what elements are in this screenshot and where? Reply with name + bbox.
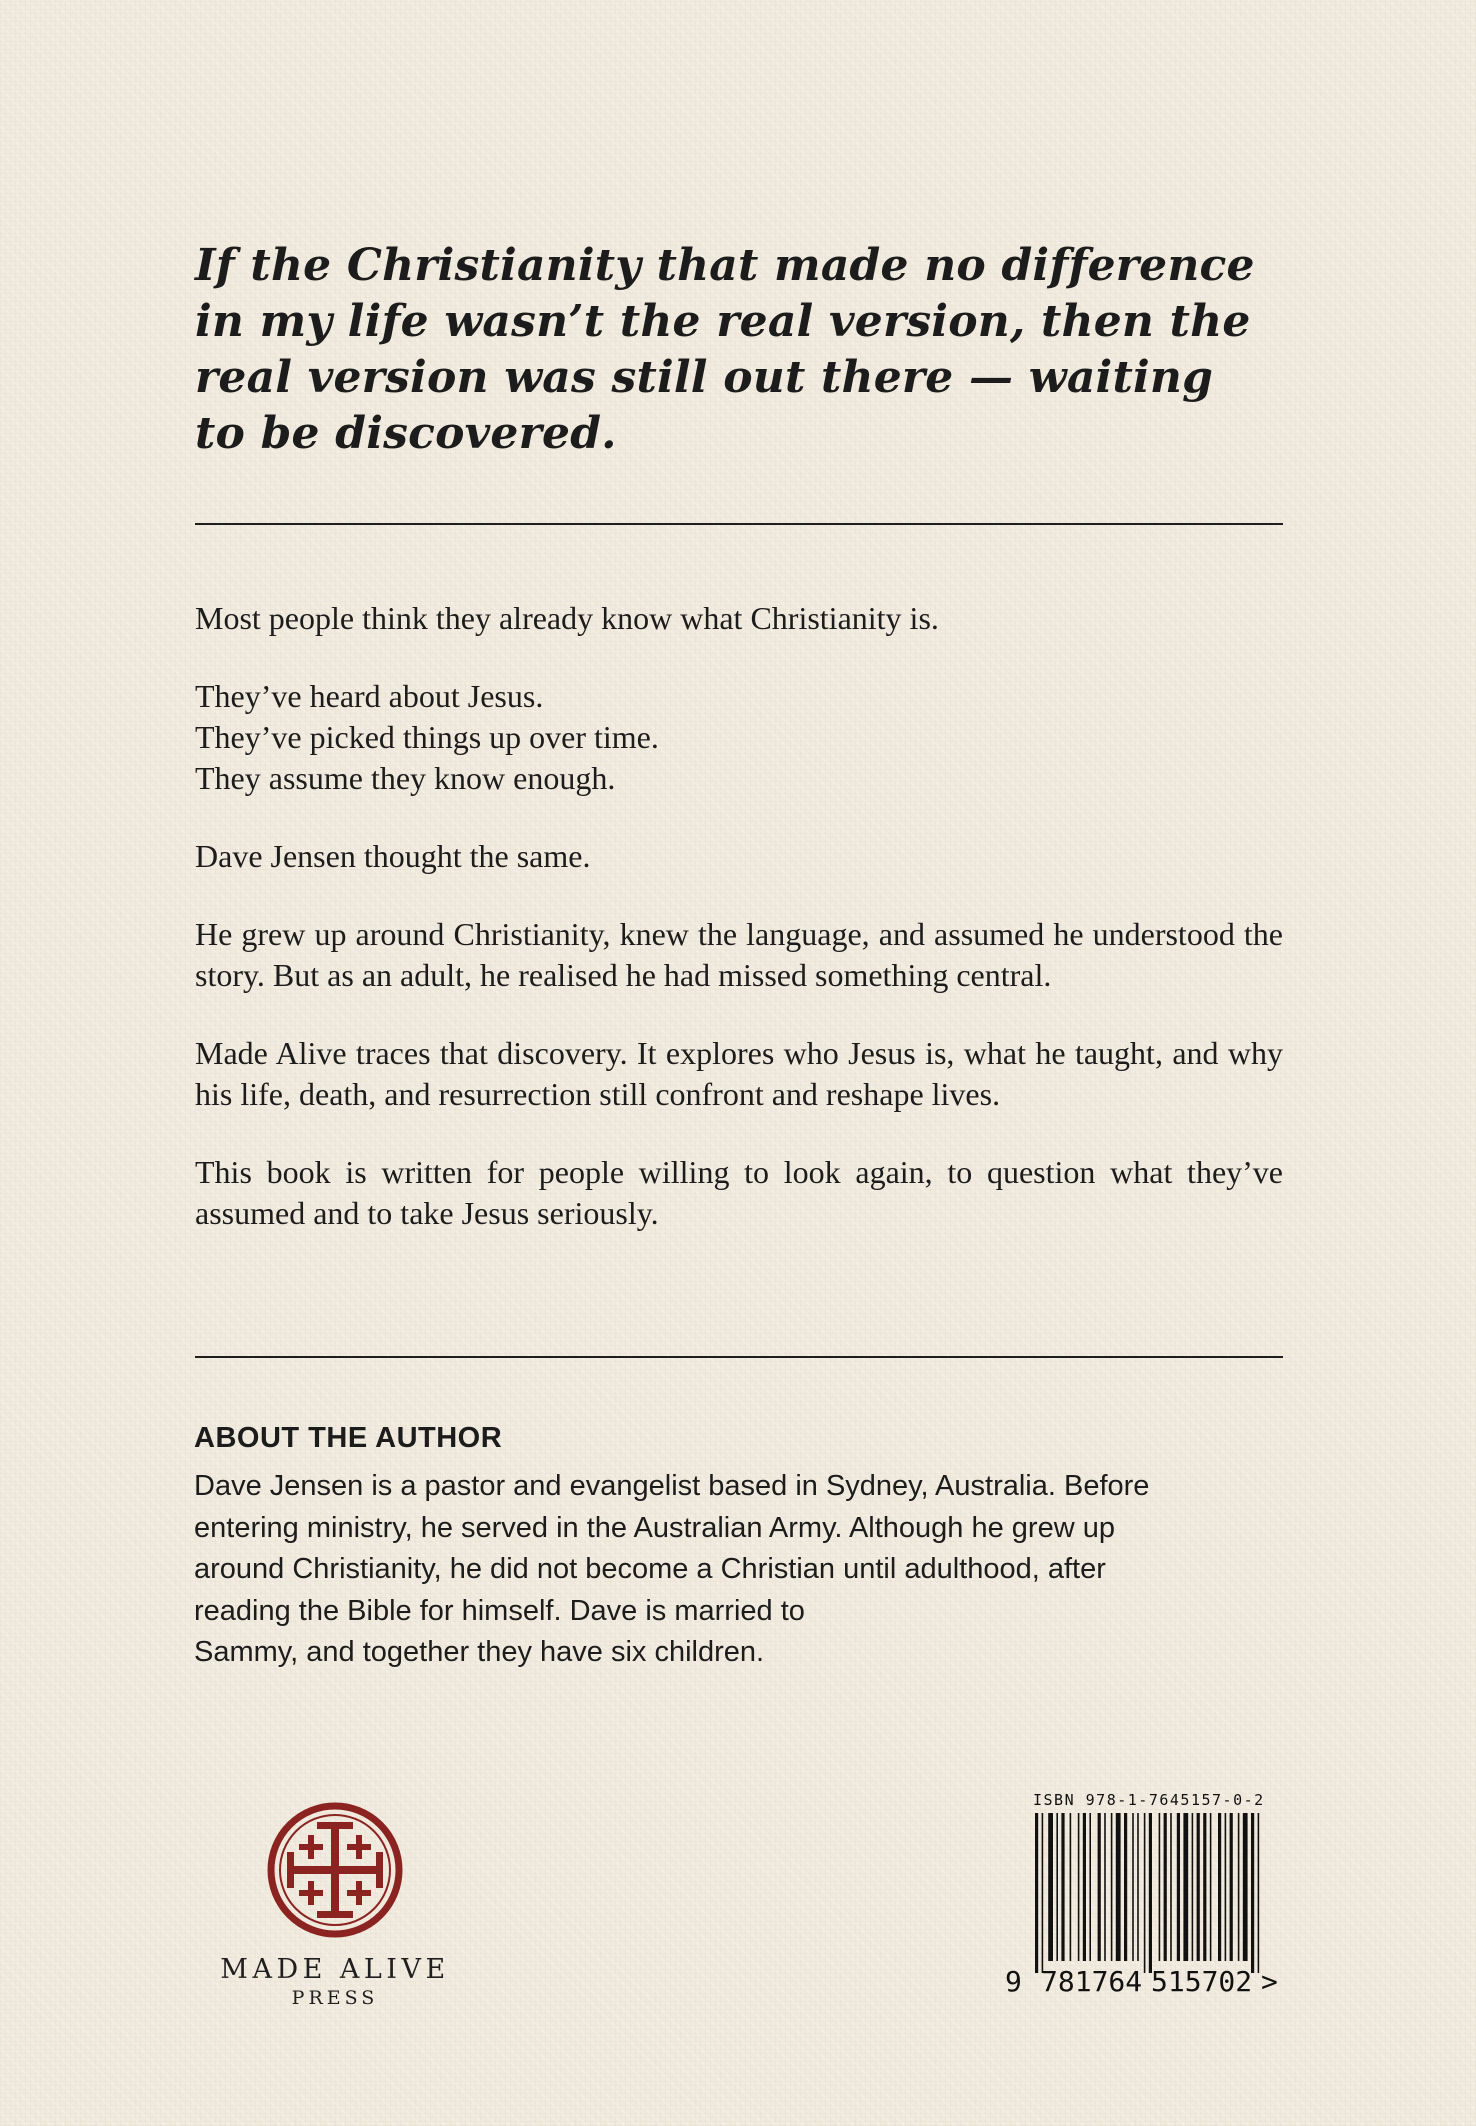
jerusalem-cross-icon [265, 1800, 405, 1940]
author-bio-line: Dave Jensen is a pastor and evangelist based in Sydney, Australia. Before [194, 1470, 1150, 1502]
barcode-bar [1116, 1813, 1121, 1961]
author-bio-line: reading the Bible for himself. Dave is married to [194, 1594, 805, 1627]
barcode-bar [1170, 1813, 1172, 1961]
pull-quote [195, 238, 1255, 462]
barcode-bar [1042, 1813, 1044, 1973]
barcode-bar [1197, 1813, 1200, 1961]
publisher-name: MADE ALIVE [220, 1954, 450, 1985]
barcode-bar [1144, 1813, 1146, 1973]
barcode-digit-first: 9 [1005, 1965, 1022, 1998]
blurb-paragraph: Dave Jensen thought the same. [195, 838, 591, 874]
about-author-heading: ABOUT THE AUTHOR [194, 1422, 503, 1454]
barcode-bar [1177, 1813, 1180, 1961]
barcode-bar [1061, 1813, 1064, 1961]
barcode-bar [1192, 1813, 1194, 1961]
barcode-bar [1210, 1813, 1212, 1961]
barcode-bar [1056, 1813, 1058, 1961]
publisher-logo [205, 1800, 465, 2009]
pull-quote-line: to be discovered. [195, 408, 617, 459]
blurb-paragraph: Made Alive traces that discovery. It explores who Jesus is, what he taught, and why his life, death, and resurrection still confront and reshape lives. [195, 1035, 1283, 1112]
barcode-bar [1258, 1813, 1260, 1973]
blurb-line: They’ve heard about Jesus. [195, 678, 544, 714]
barcode-bar [1183, 1813, 1188, 1961]
blurb-line: They assume they know enough. [195, 760, 616, 796]
barcode-bar [1218, 1813, 1221, 1961]
pull-quote-line: in my life wasn’t the real version, then the [195, 296, 1251, 347]
barcode-bar [1243, 1813, 1248, 1961]
divider [195, 523, 1283, 525]
barcode-digit-end: > [1261, 1965, 1278, 1998]
author-bio-line: entering ministry, he served in the Australian Army. Although he grew up [194, 1511, 1115, 1544]
barcode-digits-left: 781764 [1041, 1965, 1143, 1998]
barcode-bar [1124, 1813, 1127, 1961]
barcode-bar [1132, 1813, 1134, 1961]
barcode-bar [1230, 1813, 1233, 1961]
barcode-bar [1104, 1813, 1106, 1961]
barcode-bar [1164, 1813, 1167, 1961]
author-bio-line: around Christianity, he did not become a Christian until adulthood, after [194, 1553, 1106, 1585]
barcode-bar [1048, 1813, 1053, 1961]
barcode-bar [1078, 1813, 1080, 1961]
pull-quote-line: real version was still out there — waiting [195, 352, 1214, 403]
barcode-bar [1089, 1813, 1091, 1961]
barcode-bar [1225, 1813, 1227, 1961]
barcode-bar [1238, 1813, 1240, 1961]
barcode-bar [1203, 1813, 1206, 1961]
barcode-bar [1137, 1813, 1139, 1961]
author-bio-line: Sammy, and together they have six children. [194, 1636, 765, 1668]
barcode-digits-right: 515702 [1151, 1965, 1253, 1998]
barcode-bar [1251, 1813, 1254, 1973]
publisher-sub: PRESS [291, 1987, 379, 2009]
isbn-barcode [1003, 1785, 1293, 2010]
blurb-paragraph [195, 676, 1283, 799]
divider [195, 1356, 1283, 1358]
barcode-bars [1033, 1813, 1273, 1973]
isbn-label: ISBN 978-1-7645157-0-2 [1033, 1791, 1265, 1809]
author-bio [194, 1466, 1294, 1674]
blurb-paragraph: He grew up around Christianity, knew the language, and assumed he understood the story. But as an adult, he realised he had missed something central. [195, 916, 1283, 993]
barcode-bar [1070, 1813, 1072, 1961]
barcode-bar [1111, 1813, 1113, 1961]
pull-quote-line: If the Christianity that made no difference [195, 240, 1255, 291]
blurb-line: They’ve picked things up over time. [195, 719, 659, 755]
barcode-bar [1159, 1813, 1161, 1961]
blurb-paragraph: Most people think they already know what Christianity is. [195, 600, 939, 636]
barcode-bar [1098, 1813, 1101, 1961]
barcode-bar [1083, 1813, 1086, 1961]
barcode-bar [1149, 1813, 1152, 1973]
blurb [195, 598, 1283, 1271]
blurb-paragraph: This book is written for people willing to look again, to question what they’ve assumed and to take Jesus seriously. [195, 1154, 1283, 1231]
barcode-bar [1035, 1813, 1038, 1973]
